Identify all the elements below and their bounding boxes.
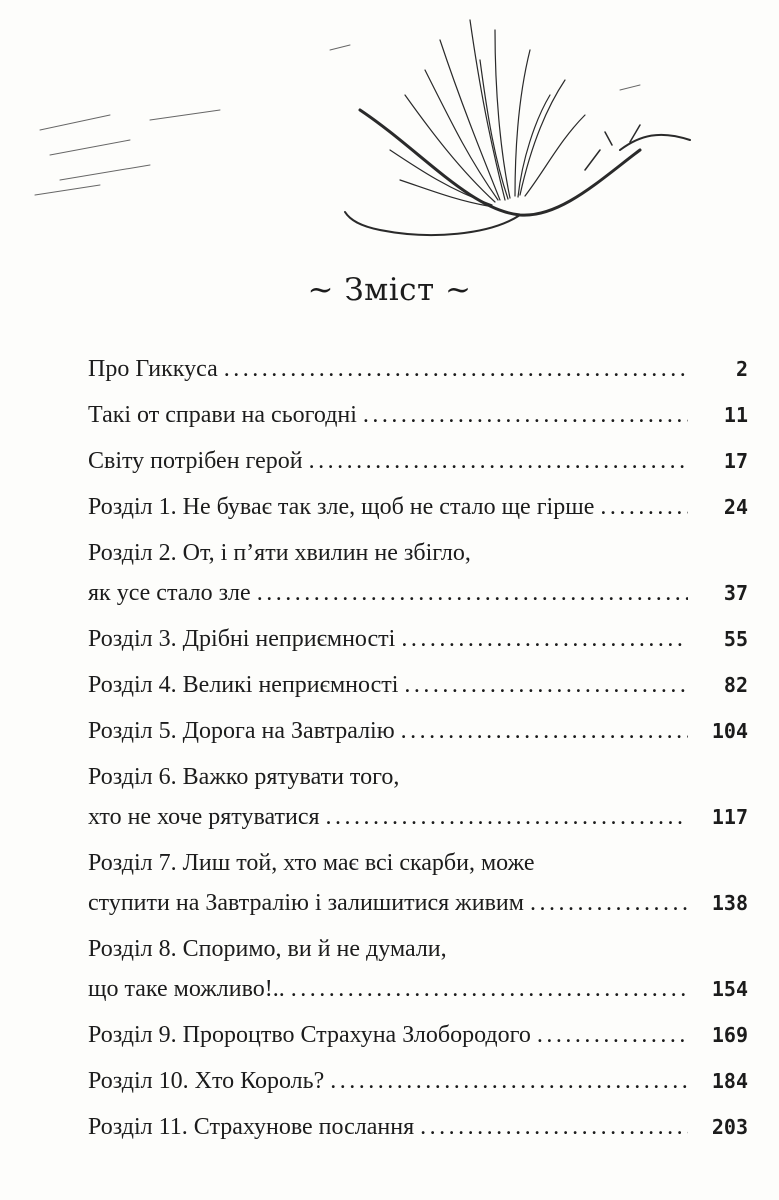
toc-entry-page-number: 154 xyxy=(711,977,748,1001)
toc-entry-title: Розділ 11. Страхунове послання xyxy=(88,1114,415,1140)
toc-entry-line xyxy=(88,711,748,751)
toc-entry-line xyxy=(88,843,748,883)
dot-leader xyxy=(309,441,688,481)
dot-leader xyxy=(257,573,688,613)
toc-entry xyxy=(88,757,748,837)
dot-leader xyxy=(537,1015,688,1055)
dragon-illustration xyxy=(0,0,779,280)
toc-entry-title: Розділ 8. Споримо, ви й не думали, xyxy=(88,936,447,962)
toc-entry-title: Розділ 5. Дорога на Завтралію xyxy=(88,718,395,744)
toc-entry-line xyxy=(88,487,748,527)
dot-leader xyxy=(330,1061,688,1101)
toc-entry-page-number: 117 xyxy=(711,805,748,829)
toc-entry xyxy=(88,1015,748,1055)
dot-leader xyxy=(420,1107,688,1147)
toc-entry-title: хто не хоче рятуватися xyxy=(88,804,320,830)
toc-entry xyxy=(88,395,748,435)
toc-entry-line xyxy=(88,797,748,837)
toc-entry-title: Розділ 9. Пророцтво Страхуна Злобородого xyxy=(88,1022,531,1048)
toc-entry-title: Розділ 4. Великі неприємності xyxy=(88,672,399,698)
toc-entry xyxy=(88,487,748,527)
toc-entry xyxy=(88,665,748,705)
toc-entry-title: як усе стало зле xyxy=(88,580,251,606)
toc-entry xyxy=(88,929,748,1009)
toc-entry-page-number: 11 xyxy=(723,403,748,427)
toc-entry-page-number: 55 xyxy=(723,627,748,651)
toc-entry-title: Розділ 6. Важко рятувати того, xyxy=(88,764,400,790)
dot-leader xyxy=(530,883,688,923)
toc-entry-page-number: 169 xyxy=(711,1023,748,1047)
toc-entry-line xyxy=(88,1015,748,1055)
toc-entry xyxy=(88,1107,748,1147)
toc-entry-page-number: 17 xyxy=(723,449,748,473)
dot-leader xyxy=(224,349,688,389)
toc-entry xyxy=(88,711,748,751)
toc-entry-title: Такі от справи на сьогодні xyxy=(88,402,357,428)
toc-entry-page-number: 138 xyxy=(711,891,748,915)
toc-entry-page-number: 37 xyxy=(723,581,748,605)
dot-leader xyxy=(404,665,688,705)
toc-entry xyxy=(88,619,748,659)
dot-leader xyxy=(401,619,688,659)
toc-entry-line xyxy=(88,969,748,1009)
toc-entry xyxy=(88,1061,748,1101)
toc-entry-line xyxy=(88,533,748,573)
dot-leader xyxy=(401,711,688,751)
toc-entry-line xyxy=(88,441,748,481)
toc-entry xyxy=(88,349,748,389)
toc-entry-page-number: 24 xyxy=(723,495,748,519)
dot-leader xyxy=(291,969,688,1009)
toc-entry-line xyxy=(88,619,748,659)
dot-leader xyxy=(363,395,688,435)
page-title: ~ Зміст ~ xyxy=(307,272,472,308)
toc-entry-line xyxy=(88,573,748,613)
dot-leader xyxy=(600,487,688,527)
toc-entry-page-number: 82 xyxy=(723,673,748,697)
toc-entry-page-number: 203 xyxy=(711,1115,748,1139)
toc-entry-line xyxy=(88,1061,748,1101)
toc-entry-line xyxy=(88,349,748,389)
toc-entry-line xyxy=(88,757,748,797)
toc-entry-line xyxy=(88,883,748,923)
toc-entry-title: Розділ 1. Не буває так зле, щоб не стало ще гірше xyxy=(88,494,595,520)
toc-entry-line xyxy=(88,395,748,435)
toc-entry-title: що таке можливо!.. xyxy=(88,976,285,1002)
toc-entry-line xyxy=(88,929,748,969)
toc-entry-title: ступити на Завтралію і залишитися живим xyxy=(88,890,524,916)
toc-entry-title: Світу потрібен герой xyxy=(88,448,303,474)
toc-entry-title: Розділ 10. Хто Король? xyxy=(88,1068,325,1094)
toc-entry-page-number: 184 xyxy=(711,1069,748,1093)
toc-entry-title: Розділ 2. От, і п’яти хвилин не збігло, xyxy=(88,540,471,566)
toc-entry xyxy=(88,533,748,613)
toc-entry-title: Розділ 3. Дрібні неприємності xyxy=(88,626,396,652)
toc-entry-page-number: 2 xyxy=(735,357,748,381)
toc-entry xyxy=(88,441,748,481)
table-of-contents xyxy=(88,349,748,1153)
toc-entry-line xyxy=(88,665,748,705)
dot-leader xyxy=(326,797,688,837)
toc-entry-title: Про Гиккуса xyxy=(88,356,218,382)
toc-entry-title: Розділ 7. Лиш той, хто має всі скарби, може xyxy=(88,850,535,876)
toc-entry-page-number: 104 xyxy=(711,719,748,743)
toc-entry xyxy=(88,843,748,923)
toc-entry-line xyxy=(88,1107,748,1147)
